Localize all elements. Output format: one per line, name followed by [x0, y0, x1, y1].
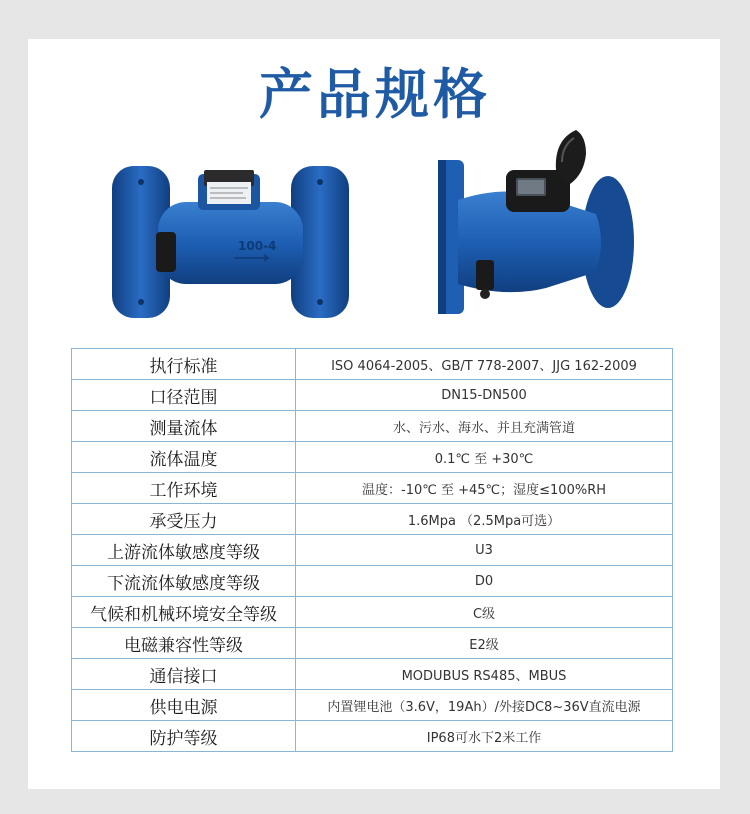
spec-value: C级: [472, 606, 496, 622]
cable-box: [476, 260, 494, 290]
spec-row: [71, 349, 673, 380]
spec-row: [71, 597, 673, 628]
casting-text: 100-4: [238, 239, 277, 253]
spec-label: 工作环境: [72, 473, 296, 503]
spec-value: 内置锂电池（3.6V，19Ah）/外接DC8~36V直流电源: [327, 699, 641, 715]
spec-label: 口径范围: [72, 380, 296, 410]
spec-value: 1.6Mpa （2.5Mpa可选）: [407, 513, 561, 529]
spec-row: [71, 380, 673, 411]
spec-label: 下流流体敏感度等级: [72, 566, 296, 596]
spec-value: D0: [474, 573, 494, 589]
spec-row: [71, 504, 673, 535]
spec-row: [71, 411, 673, 442]
spec-label: 承受压力: [72, 504, 296, 534]
spec-label: 执行标准: [72, 349, 296, 379]
spec-value: DN15-DN500: [441, 387, 527, 403]
spec-row: [71, 566, 673, 597]
spec-row: [71, 721, 673, 752]
page-title: 产品规格: [259, 62, 491, 126]
spec-row: [71, 628, 673, 659]
spec-value: 0.1℃ 至 +30℃: [434, 451, 534, 467]
spec-row: [71, 535, 673, 566]
spec-label: 防护等级: [72, 721, 296, 751]
spec-row: [71, 690, 673, 721]
water-meter-side-view: [108, 160, 353, 325]
spec-value: MODUBUS RS485、MBUS: [401, 668, 567, 684]
spec-label: 电磁兼容性等级: [72, 628, 296, 658]
spec-value: ISO 4064-2005、GB/T 778-2007、JJG 162-2009: [331, 358, 637, 374]
spec-table: [71, 348, 673, 752]
spec-value: E2级: [469, 637, 499, 653]
spec-value: U3: [475, 542, 493, 558]
spec-label: 流体温度: [72, 442, 296, 472]
water-meter-angled-view: [436, 122, 636, 318]
cable-box: [156, 232, 176, 272]
spec-value: IP68可水下2米工作: [426, 730, 542, 746]
spec-label: 气候和机械环境安全等级: [72, 597, 296, 627]
spec-label: 供电电源: [72, 690, 296, 720]
spec-label: 上游流体敏感度等级: [72, 535, 296, 565]
spec-label: 通信接口: [72, 659, 296, 689]
spec-row: [71, 659, 673, 690]
spec-row: [71, 473, 673, 504]
spec-value: 温度：-10℃ 至 +45℃；湿度≤100%RH: [362, 482, 606, 498]
spec-row: [71, 442, 673, 473]
pipe-body: [158, 202, 303, 284]
spec-label: 测量流体: [72, 411, 296, 441]
spec-value: 水、污水、海水、并且充满管道: [392, 420, 575, 436]
